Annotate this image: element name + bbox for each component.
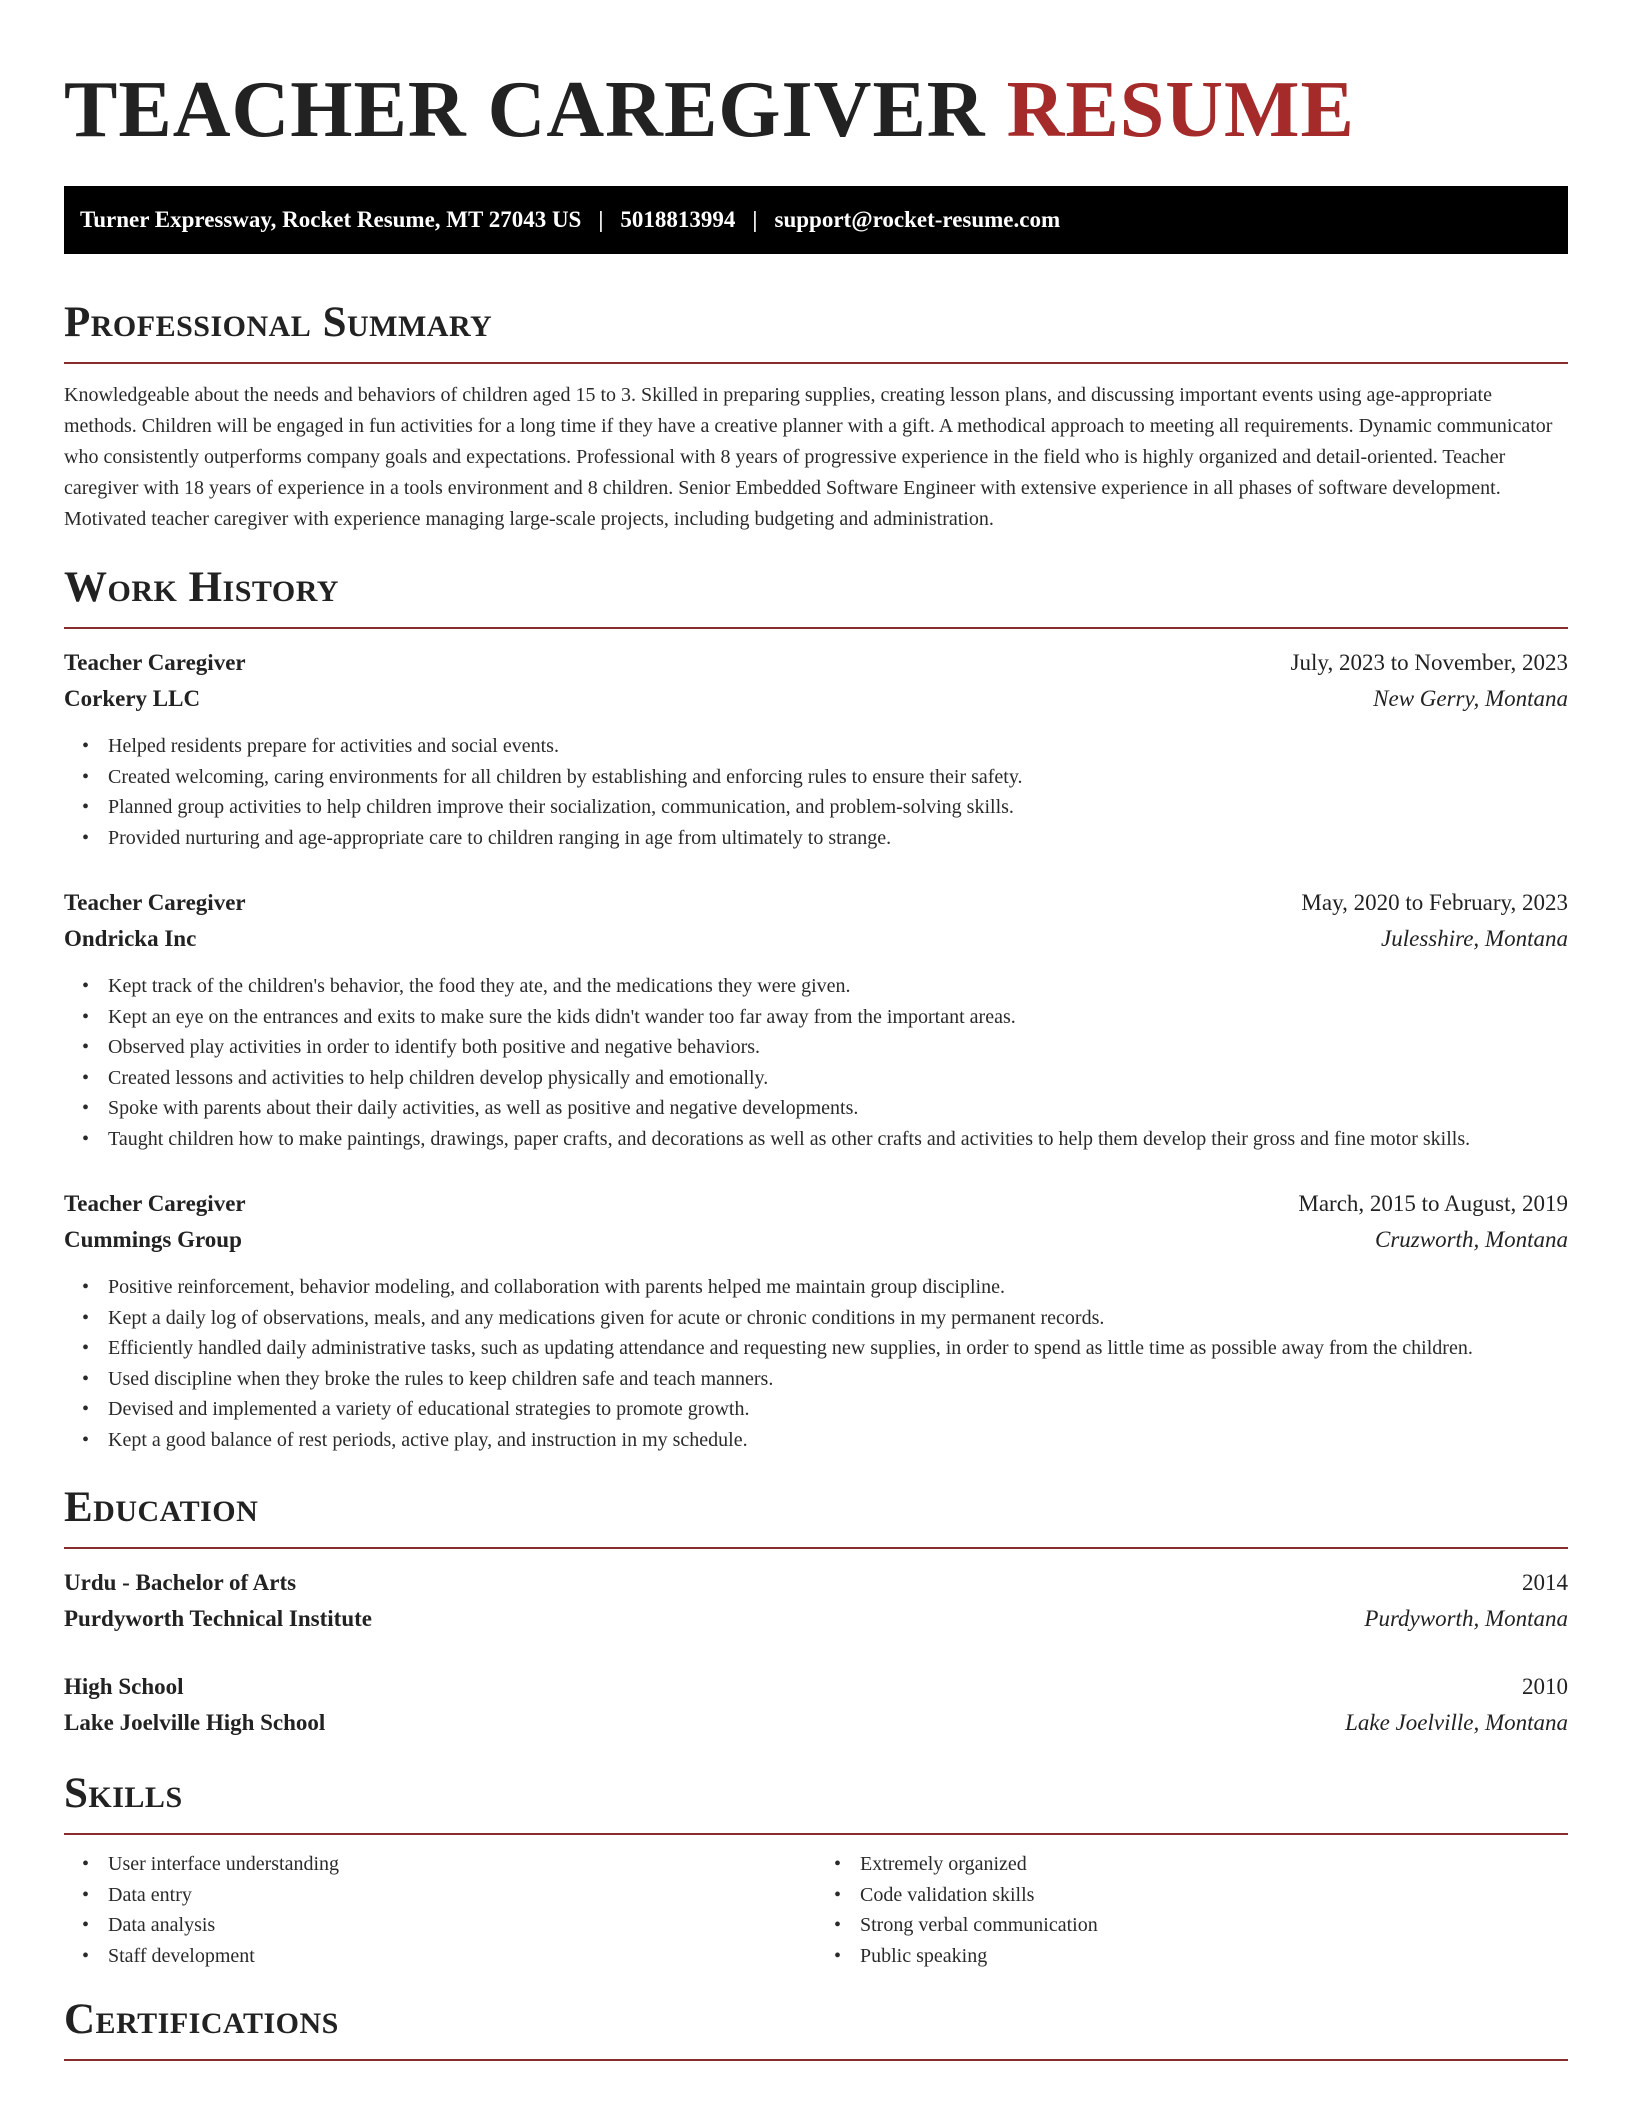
job-title: Teacher Caregiver [64, 1191, 246, 1216]
job-bullets [64, 971, 1568, 1154]
job-title: Teacher Caregiver [64, 650, 246, 675]
list-item: • Staff development [108, 1941, 816, 1972]
job-dates: July, 2023 to November, 2023 [1290, 650, 1568, 675]
skills-list-left [64, 1849, 816, 1971]
list-item: • Provided nurturing and age-appropriate care to children ranging in age from ultimately to strange. [108, 823, 1568, 854]
title-main: TEACHER CAREGIVER [64, 66, 986, 154]
skills-list-right [816, 1849, 1568, 1971]
list-item: • Kept an eye on the entrances and exits to make sure the kids didn't wander too far away from the important areas. [108, 1002, 1568, 1033]
job-company: Ondricka Inc [64, 926, 197, 951]
education-year: 2010 [1522, 1674, 1568, 1699]
skills-section [64, 1769, 1568, 1971]
section-heading-summary: Professional Summary [64, 299, 493, 346]
list-item: • Public speaking [860, 1941, 1568, 1972]
contact-separator: | [598, 207, 604, 232]
list-item: • Created welcoming, caring environments for all children by establishing and enforcing rules to ensure their safety. [108, 762, 1568, 793]
list-item: • Taught children how to make paintings, drawings, paper crafts, and decorations as well as other crafts and activities to help them develop their gross and fine motor skills. [108, 1124, 1568, 1155]
list-item: • Used discipline when they broke the rules to keep children safe and teach manners. [108, 1364, 1568, 1395]
job-location: Julesshire, Montana [1381, 926, 1568, 951]
contact-address: Turner Expressway, Rocket Resume, MT 27043 US [80, 207, 582, 232]
list-item: • Code validation skills [860, 1880, 1568, 1911]
contact-bar [64, 186, 1568, 254]
education-school: Lake Joelville High School [64, 1710, 326, 1735]
skills-columns [64, 1849, 1568, 1971]
summary-section [64, 298, 1568, 535]
job-dates: May, 2020 to February, 2023 [1301, 890, 1568, 915]
education-year: 2014 [1522, 1570, 1568, 1595]
list-item: • Data entry [108, 1880, 816, 1911]
job-company: Corkery LLC [64, 686, 201, 711]
education-school: Purdyworth Technical Institute [64, 1606, 372, 1631]
job-company: Cummings Group [64, 1227, 242, 1252]
education-degree: High School [64, 1674, 184, 1699]
contact-email: support@rocket-resume.com [774, 207, 1061, 232]
job-location: Cruzworth, Montana [1375, 1227, 1568, 1252]
contact-phone: 5018813994 [620, 207, 736, 232]
list-item: • Data analysis [108, 1910, 816, 1941]
list-item: • Spoke with parents about their daily activities, as well as positive and negative developments. [108, 1093, 1568, 1124]
section-heading-work: Work History [64, 564, 339, 611]
education-location: Lake Joelville, Montana [1345, 1710, 1568, 1735]
education-degree: Urdu - Bachelor of Arts [64, 1570, 297, 1595]
education-entry [64, 1565, 1568, 1637]
certifications-section [64, 1995, 1568, 2061]
job-dates: March, 2015 to August, 2019 [1298, 1191, 1568, 1216]
list-item: • Helped residents prepare for activities and social events. [108, 731, 1568, 762]
education-entry [64, 1669, 1568, 1741]
job-title: Teacher Caregiver [64, 890, 246, 915]
list-item: • User interface understanding [108, 1849, 816, 1880]
work-history-section [64, 563, 1568, 1455]
section-divider [64, 2059, 1568, 2061]
section-heading-skills: Skills [64, 1770, 183, 1817]
summary-text: Knowledgeable about the needs and behaviors of children aged 15 to 3. Skilled in preparing supplies, creating lesson plans, and discussing important events using age-appropriate methods. Children will be engaged in fun activities for a long time if they have a creative planner with a gift. A methodical approach to meeting all requirements. Dynamic communicator who consistently outperforms company goals and expectations. Professional with 8 years of progressive experience in the field who is highly organized and detail-oriented. Teacher caregiver with 18 years of experience in a tools environment and 8 children. Senior Embedded Software Engineer with extensive experience in all phases of software development. Motivated teacher caregiver with experience managing large-scale projects, including budgeting and administration. [64, 384, 1553, 530]
list-item: • Created lessons and activities to help children develop physically and emotionally. [108, 1063, 1568, 1094]
section-divider [64, 1833, 1568, 1835]
education-location: Purdyworth, Montana [1364, 1606, 1568, 1631]
list-item: • Kept a daily log of observations, meals, and any medications given for acute or chronic conditions in my permanent records. [108, 1303, 1568, 1334]
list-item: • Planned group activities to help children improve their socialization, communication, and problem-solving skills. [108, 792, 1568, 823]
job-bullets [64, 731, 1568, 853]
section-divider [64, 362, 1568, 364]
section-divider [64, 627, 1568, 629]
list-item: • Kept a good balance of rest periods, active play, and instruction in my schedule. [108, 1425, 1568, 1456]
list-item: • Positive reinforcement, behavior modeling, and collaboration with parents helped me maintain group discipline. [108, 1272, 1568, 1303]
job-entry [64, 645, 1568, 853]
section-heading-certifications: Certifications [64, 1996, 339, 2043]
section-heading-education: Education [64, 1484, 259, 1531]
contact-separator: | [752, 207, 758, 232]
job-entry [64, 885, 1568, 1154]
list-item: • Extremely organized [860, 1849, 1568, 1880]
list-item: • Strong verbal communication [860, 1910, 1568, 1941]
job-location: New Gerry, Montana [1373, 686, 1568, 711]
list-item: • Efficiently handled daily administrative tasks, such as updating attendance and requesting new supplies, in order to spend as little time as possible away from the children. [108, 1333, 1568, 1364]
resume-title [64, 56, 1568, 158]
title-accent: RESUME [1006, 66, 1355, 154]
education-section [64, 1483, 1568, 1741]
job-entry [64, 1186, 1568, 1455]
job-bullets [64, 1272, 1568, 1455]
list-item: • Devised and implemented a variety of educational strategies to promote growth. [108, 1394, 1568, 1425]
section-divider [64, 1547, 1568, 1549]
list-item: • Kept track of the children's behavior, the food they ate, and the medications they were given. [108, 971, 1568, 1002]
list-item: • Observed play activities in order to identify both positive and negative behaviors. [108, 1032, 1568, 1063]
